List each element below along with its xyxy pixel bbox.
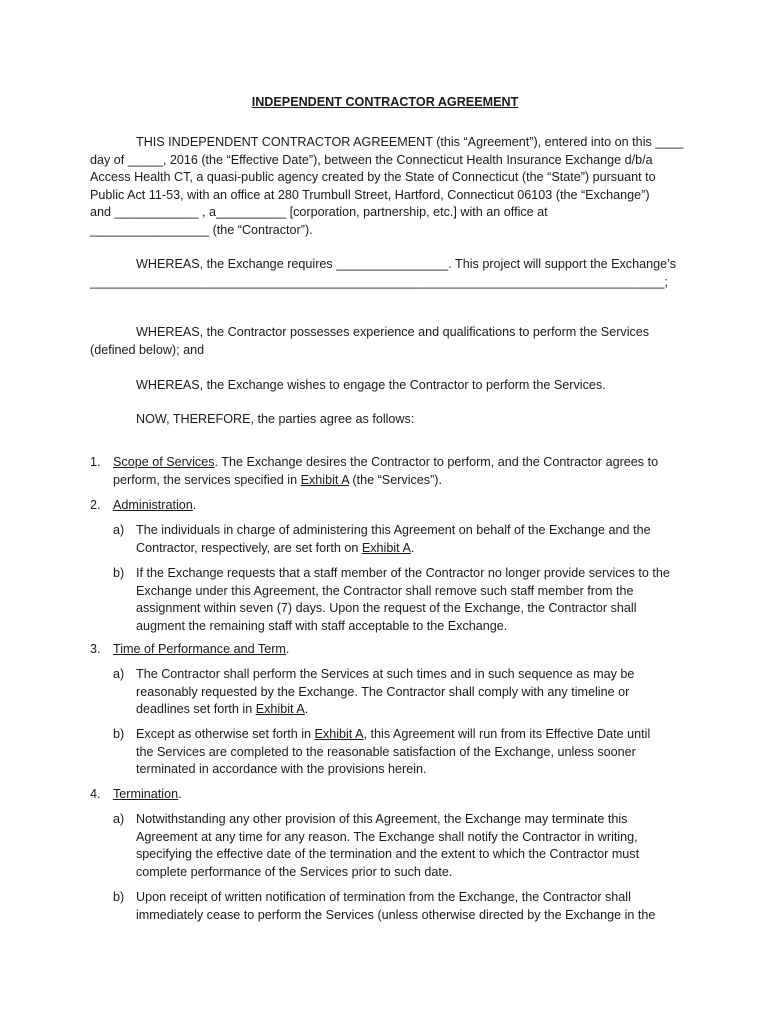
subsection-text: If the Exchange requests that a staff member of the Contractor no longer provide services to the	[136, 566, 670, 580]
exhibit-reference: Exhibit A	[314, 727, 364, 741]
subsection-text: Upon receipt of written notification of termination from the Exchange, the Contractor shall	[136, 890, 631, 904]
subsection-text: Agreement at any time for any reason. The Exchange shall notify the Contractor in writing,	[136, 829, 638, 844]
subsection-text: .	[304, 702, 309, 716]
subsection-text: The Contractor shall perform the Services at such times and in such sequence as may be	[136, 667, 635, 681]
whereas-line: __________________________________________________________________________________;	[90, 274, 668, 289]
subsection-text: augment the remaining staff with staff acceptable to the Exchange.	[136, 618, 508, 633]
subsection-text: complete performance of the Services prior to such date.	[136, 864, 453, 879]
intro-line: Access Health CT, a quasi-public agency created by the State of Connecticut (the “State”) pursuant to	[90, 170, 656, 184]
subsection-text: the Services are completed to the reasonable satisfaction of the Exchange, unless sooner	[136, 744, 636, 759]
subsection-3b	[113, 726, 681, 779]
now-therefore-line: NOW, THEREFORE, the parties agree as follows:	[136, 412, 415, 426]
exhibit-reference: Exhibit A	[255, 702, 305, 716]
subsection-text: assignment within seven (7) days. Upon the request of the Exchange, the Contractor shall	[136, 601, 637, 615]
subsection-number: b)	[113, 727, 125, 741]
subsection-text: specifying the effective date of the termination and the extent to which the Contractor must	[136, 847, 640, 861]
intro-line: THIS INDEPENDENT CONTRACTOR AGREEMENT (this “Agreement”), entered into on this ____	[136, 135, 684, 149]
section-text: .	[178, 787, 182, 801]
subsection-text: .	[410, 540, 415, 555]
section-heading: Time of Performance and Term	[113, 642, 286, 656]
section-heading: Scope of Services	[113, 455, 215, 469]
subsection-number: a)	[113, 667, 125, 681]
subsection-text: deadlines set forth in	[136, 702, 256, 716]
section-text: . The Exchange desires the Contractor to perform, and the Contractor agrees to	[214, 455, 659, 469]
intro-line: Public Act 11-53, with an office at 280 Trumbull Street, Hartford, Connecticut 06103 (the “Exchange”)	[90, 187, 650, 202]
whereas-line: WHEREAS, the Exchange wishes to engage the Contractor to perform the Services.	[136, 378, 606, 392]
section-number: 1.	[90, 455, 101, 469]
section-heading: Administration	[113, 498, 193, 512]
whereas-line: WHEREAS, the Contractor possesses experience and qualifications to perform the Services	[136, 325, 650, 339]
subsection-4a	[113, 811, 681, 881]
intro-line: day of _____, 2016 (the “Effective Date”), between the Connecticut Health Insurance Exchange d/b/a	[90, 152, 653, 167]
document-title: INDEPENDENT CONTRACTOR AGREEMENT	[251, 95, 519, 109]
subsection-text: , this Agreement will run from its Effective Date until	[363, 727, 651, 741]
section-text: (the “Services”).	[348, 472, 442, 487]
subsection-2a	[113, 522, 681, 557]
exhibit-reference: Exhibit A	[300, 472, 349, 487]
intro-line: and ____________ , a__________ [corporation, partnership, etc.] with an office at	[90, 205, 548, 219]
subsection-text: reasonably requested by the Exchange. The Contractor shall comply with any timeline or	[136, 684, 630, 699]
subsection-2b	[113, 565, 681, 635]
subsection-text: Except as otherwise set forth in	[136, 727, 315, 741]
section-text: .	[285, 642, 290, 656]
exhibit-reference: Exhibit A	[361, 540, 411, 555]
section-number: 2.	[90, 498, 101, 512]
subsection-text: terminated in accordance with the provisions herein.	[136, 762, 427, 776]
now-therefore-paragraph	[90, 411, 680, 429]
subsection-number: a)	[113, 812, 125, 826]
subsection-number: a)	[113, 523, 125, 537]
section-4	[90, 786, 680, 804]
section-1	[90, 454, 680, 489]
subsection-text: Contractor, respectively, are set forth on	[136, 540, 362, 555]
subsection-3a	[113, 666, 681, 719]
section-number: 3.	[90, 642, 101, 656]
section-heading: Termination	[113, 787, 179, 801]
whereas-line: (defined below); and	[90, 342, 205, 357]
section-text: .	[192, 498, 197, 512]
whereas-line: WHEREAS, the Exchange requires ________________. This project will support the Exchange’s	[136, 257, 676, 271]
intro-line: _________________ (the “Contractor”).	[90, 222, 313, 237]
whereas-paragraph-3	[90, 377, 680, 395]
subsection-text: Exchange under this Agreement, the Contractor shall remove such staff member from the	[136, 583, 634, 598]
subsection-4b	[113, 889, 681, 924]
subsection-text: The individuals in charge of administering this Agreement on behalf of the Exchange and the	[136, 523, 651, 537]
subsection-number: b)	[113, 566, 125, 580]
whereas-paragraph-2	[90, 324, 680, 359]
subsection-number: b)	[113, 890, 125, 904]
intro-paragraph	[90, 134, 684, 239]
section-text: perform, the services specified in	[113, 472, 301, 487]
section-2	[90, 497, 680, 515]
subsection-text: Notwithstanding any other provision of this Agreement, the Exchange may terminate this	[136, 812, 628, 826]
section-number: 4.	[90, 787, 101, 801]
whereas-paragraph-1	[90, 256, 680, 291]
subsection-text: immediately cease to perform the Services (unless otherwise directed by the Exchange in the	[136, 907, 656, 922]
section-3	[90, 641, 680, 659]
